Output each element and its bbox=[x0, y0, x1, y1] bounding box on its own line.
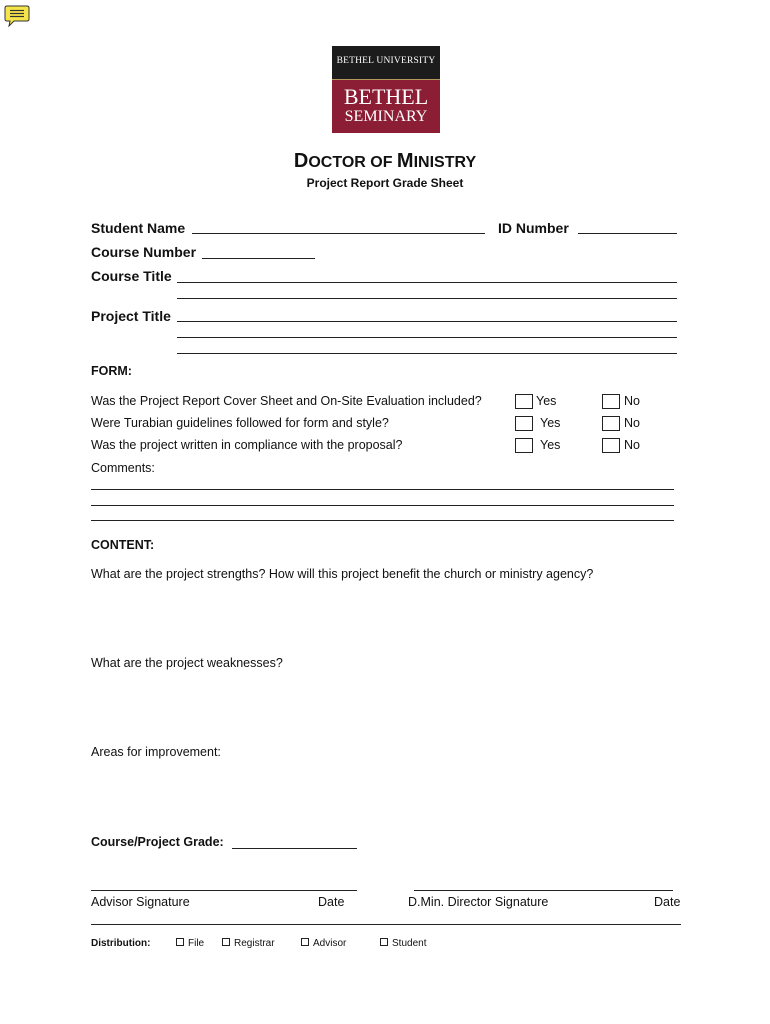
distribution-item-student[interactable] bbox=[380, 938, 426, 949]
footer-divider bbox=[91, 924, 681, 925]
question-1-yes-label: Yes bbox=[536, 394, 557, 408]
question-2-no-checkbox[interactable] bbox=[602, 416, 620, 431]
course-number-field[interactable] bbox=[202, 258, 315, 259]
project-title-field-line3[interactable] bbox=[177, 353, 677, 354]
improvement-question: Areas for improvement: bbox=[91, 745, 221, 759]
checkbox-icon bbox=[222, 938, 230, 946]
form-question-3: Was the project written in compliance with the proposal? bbox=[91, 438, 403, 452]
project-title-label: Project Title bbox=[91, 308, 171, 324]
logo-bethel-text: BETHEL bbox=[343, 84, 429, 109]
question-2-no-label: No bbox=[624, 416, 640, 430]
comments-line-2[interactable] bbox=[91, 505, 674, 506]
director-signature-label: D.Min. Director Signature bbox=[408, 895, 549, 909]
student-name-field[interactable] bbox=[192, 233, 485, 234]
content-heading: CONTENT: bbox=[91, 538, 155, 552]
title-part-inistry: INISTRY bbox=[413, 154, 477, 171]
title-initial-d: D bbox=[293, 150, 309, 172]
logo-university-text: BETHEL UNIVERSITY bbox=[336, 56, 436, 66]
question-3-yes-checkbox[interactable] bbox=[515, 438, 533, 453]
comments-line-1[interactable] bbox=[91, 489, 674, 490]
advisor-signature-label: Advisor Signature bbox=[91, 895, 190, 909]
director-signature-line[interactable] bbox=[414, 890, 673, 891]
question-1-no-checkbox[interactable] bbox=[602, 394, 620, 409]
form-heading: FORM: bbox=[91, 364, 132, 378]
director-date-label: Date bbox=[654, 895, 681, 909]
grade-field[interactable] bbox=[232, 848, 357, 849]
id-number-field[interactable] bbox=[578, 233, 677, 234]
advisor-date-label: Date bbox=[318, 895, 345, 909]
comments-label: Comments: bbox=[91, 461, 155, 475]
student-name-label: Student Name bbox=[91, 220, 186, 236]
project-title-field-line2[interactable] bbox=[177, 337, 677, 338]
distribution-label: Distribution: bbox=[91, 938, 151, 949]
title-part-octor: OCTOR OF bbox=[308, 154, 397, 171]
distribution-item-label: File bbox=[188, 938, 205, 949]
checkbox-icon bbox=[380, 938, 388, 946]
question-3-yes-label: Yes bbox=[540, 438, 561, 452]
question-2-yes-label: Yes bbox=[540, 416, 561, 430]
question-1-yes-checkbox[interactable] bbox=[515, 394, 533, 409]
advisor-signature-line[interactable] bbox=[91, 890, 357, 891]
course-title-field-line2[interactable] bbox=[177, 298, 677, 299]
distribution-item-registrar[interactable] bbox=[222, 938, 275, 949]
question-3-no-label: No bbox=[624, 438, 640, 452]
checkbox-icon bbox=[301, 938, 309, 946]
title-initial-m: M bbox=[396, 150, 414, 172]
id-number-label: ID Number bbox=[498, 220, 569, 236]
distribution-item-label: Student bbox=[392, 938, 427, 949]
project-title-field[interactable] bbox=[177, 321, 677, 322]
course-number-label: Course Number bbox=[91, 244, 197, 260]
page-title bbox=[0, 150, 770, 173]
distribution-item-advisor[interactable] bbox=[301, 938, 346, 949]
question-2-yes-checkbox[interactable] bbox=[515, 416, 533, 431]
course-title-field[interactable] bbox=[177, 282, 677, 283]
bethel-seminary-logo bbox=[332, 46, 440, 133]
distribution-item-file[interactable] bbox=[176, 938, 204, 949]
question-3-no-checkbox[interactable] bbox=[602, 438, 620, 453]
logo-seminary-text: SEMINARY bbox=[344, 108, 428, 125]
checkbox-icon bbox=[176, 938, 184, 946]
distribution-item-label: Advisor bbox=[313, 938, 347, 949]
weaknesses-question: What are the project weaknesses? bbox=[91, 656, 283, 670]
course-title-label: Course Title bbox=[91, 268, 172, 284]
distribution-item-label: Registrar bbox=[234, 938, 275, 949]
question-1-no-label: No bbox=[624, 394, 640, 408]
form-question-1: Was the Project Report Cover Sheet and On-Site Evaluation included? bbox=[91, 394, 482, 408]
strengths-question: What are the project strengths? How will this project benefit the church or ministry agency? bbox=[91, 567, 594, 581]
comments-line-3[interactable] bbox=[91, 520, 674, 521]
grade-label: Course/Project Grade: bbox=[91, 835, 224, 849]
sticky-note-icon[interactable] bbox=[4, 5, 30, 27]
form-question-2: Were Turabian guidelines followed for form and style? bbox=[91, 416, 389, 430]
page-subtitle: Project Report Grade Sheet bbox=[306, 176, 464, 190]
